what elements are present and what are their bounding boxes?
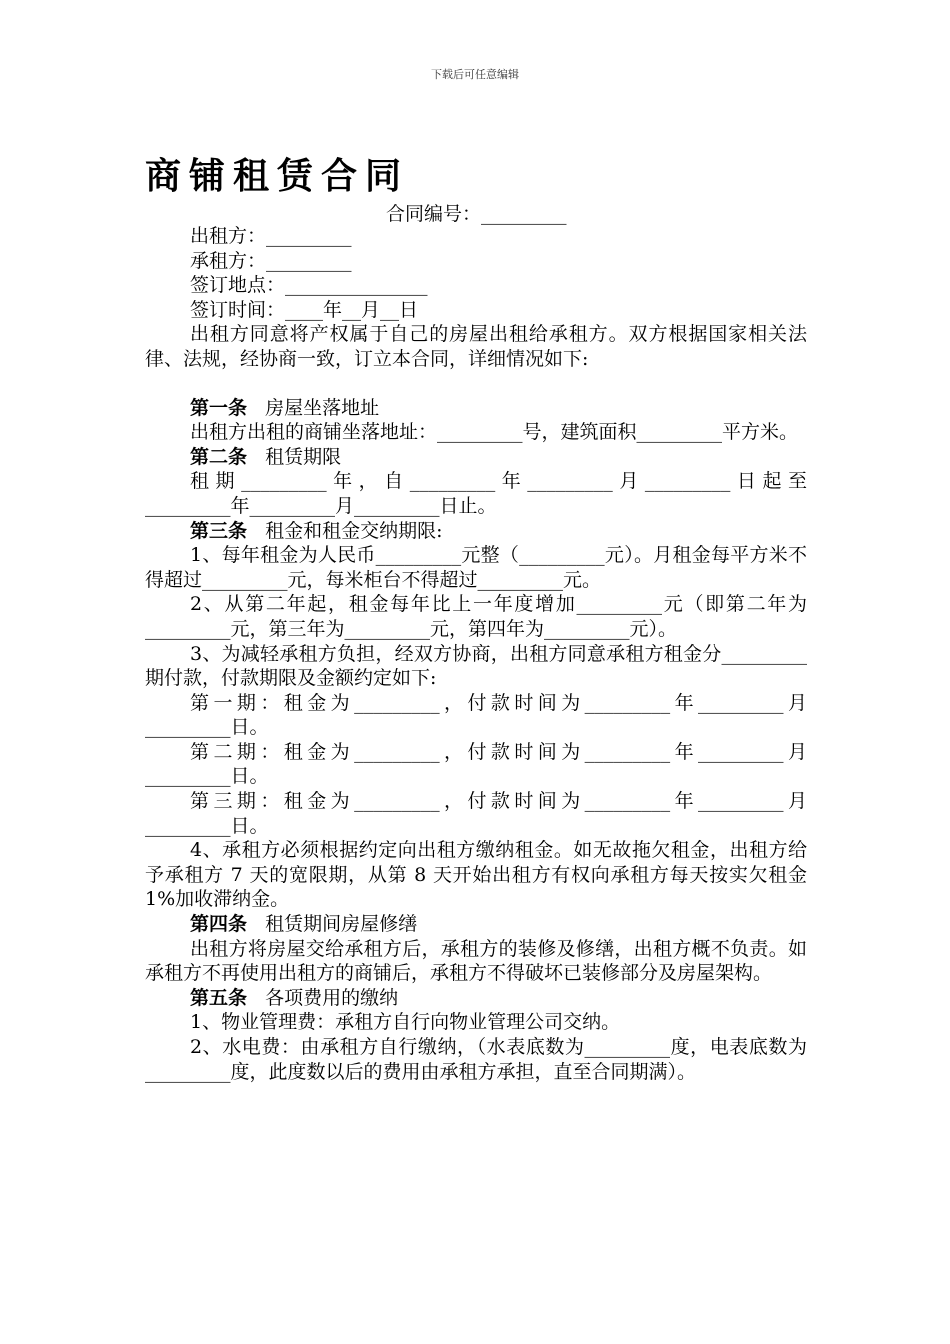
lessor-line: 出租方：_________ — [190, 225, 352, 247]
article-2-title: 租赁期限 — [265, 445, 342, 468]
article-3-clause-1: 1、每年租金为人民币_________元整（_________元）。月租金每平方米不得超过_________元，每米柜台不得超过_________元。 — [145, 544, 807, 591]
article-3-title: 租金和租金交纳期限: — [265, 519, 443, 542]
installment-3: 第三期：租金为_________，付款时间为_________年_________月_________日。 — [145, 790, 807, 837]
article-3-heading — [145, 519, 807, 544]
article-3-number: 第三条 — [190, 519, 248, 542]
contract-number: 合同编号：_________ — [386, 203, 567, 225]
article-4-heading — [145, 912, 807, 937]
installment-1: 第一期：租金为_________，付款时间为_________年_________月_________日。 — [145, 691, 807, 739]
article-4-title: 租赁期间房屋修缮 — [265, 913, 418, 936]
article-1-number: 第一条 — [190, 396, 248, 419]
article-1-text: 出租方出租的商铺坐落地址：_________号，建筑面积_________平方米。 — [190, 421, 799, 444]
header-note: 下载后可任意编辑 — [431, 68, 519, 81]
installment-2: 第二期：租金为_________，付款时间为_________年_________月_________日。 — [145, 740, 807, 788]
article-5-clause-1: 1、物业管理费：承租方自行向物业管理公司交纳。 — [190, 1011, 621, 1034]
article-2-text: 租期_________年，自_________年_________月_________日起至_________年_________月_________日止。 — [145, 470, 807, 517]
lessee-line: 承租方：_________ — [190, 249, 352, 272]
contract-body — [145, 224, 807, 1084]
article-3-clause-3: 3、为减轻承租方负担，经双方协商，出租方同意承租方租金分_________期付款，付款期限及金额约定如下: — [145, 642, 807, 690]
article-3-clause-4: 4、承租方必须根据约定向出租方缴纳租金。如无故拖欠租金，出租方给予承租方 7 天的宽限期，从第 8 天开始出租方有权向承租方每天按实欠租金 1%加收滞纳金。 — [145, 839, 807, 911]
spacer — [145, 372, 807, 396]
document-title: 商铺租赁合同 — [145, 155, 410, 197]
article-2-number: 第二条 — [190, 445, 248, 468]
article-3-clause-2: 2、从第二年起，租金每年比上一年度增加_________元（即第二年为_________元，第三年为_________元，第四年为_________元）。 — [145, 593, 807, 640]
article-5-title: 各项费用的缴纳 — [265, 986, 399, 1009]
article-1-heading — [145, 396, 807, 421]
article-5-clause-2: 2、水电费：由承租方自行缴纳，（水表底数为_________度，电表底数为_________度，此度数以后的费用由承租方承担，直至合同期满）。 — [145, 1036, 807, 1083]
signing-place-line: 签订地点：_______________ — [190, 274, 428, 297]
article-2-heading — [145, 445, 807, 470]
article-4-number: 第四条 — [190, 913, 248, 936]
article-1-title: 房屋坐落地址 — [265, 396, 380, 419]
intro-paragraph: 出租方同意将产权属于自己的房屋出租给承租方。双方根据国家相关法律、法规，经协商一致，订立本合同，详细情况如下: — [145, 323, 807, 370]
article-4-text: 出租方将房屋交给承租方后，承租方的装修及修缮，出租方概不负责。如承租方不再使用出租方的商铺后，承租方不得破坏已装修部分及房屋架构。 — [145, 937, 807, 985]
article-5-heading — [145, 986, 807, 1011]
signing-date-line: 签订时间：____年__月__日 — [190, 298, 419, 321]
article-5-number: 第五条 — [190, 986, 248, 1009]
